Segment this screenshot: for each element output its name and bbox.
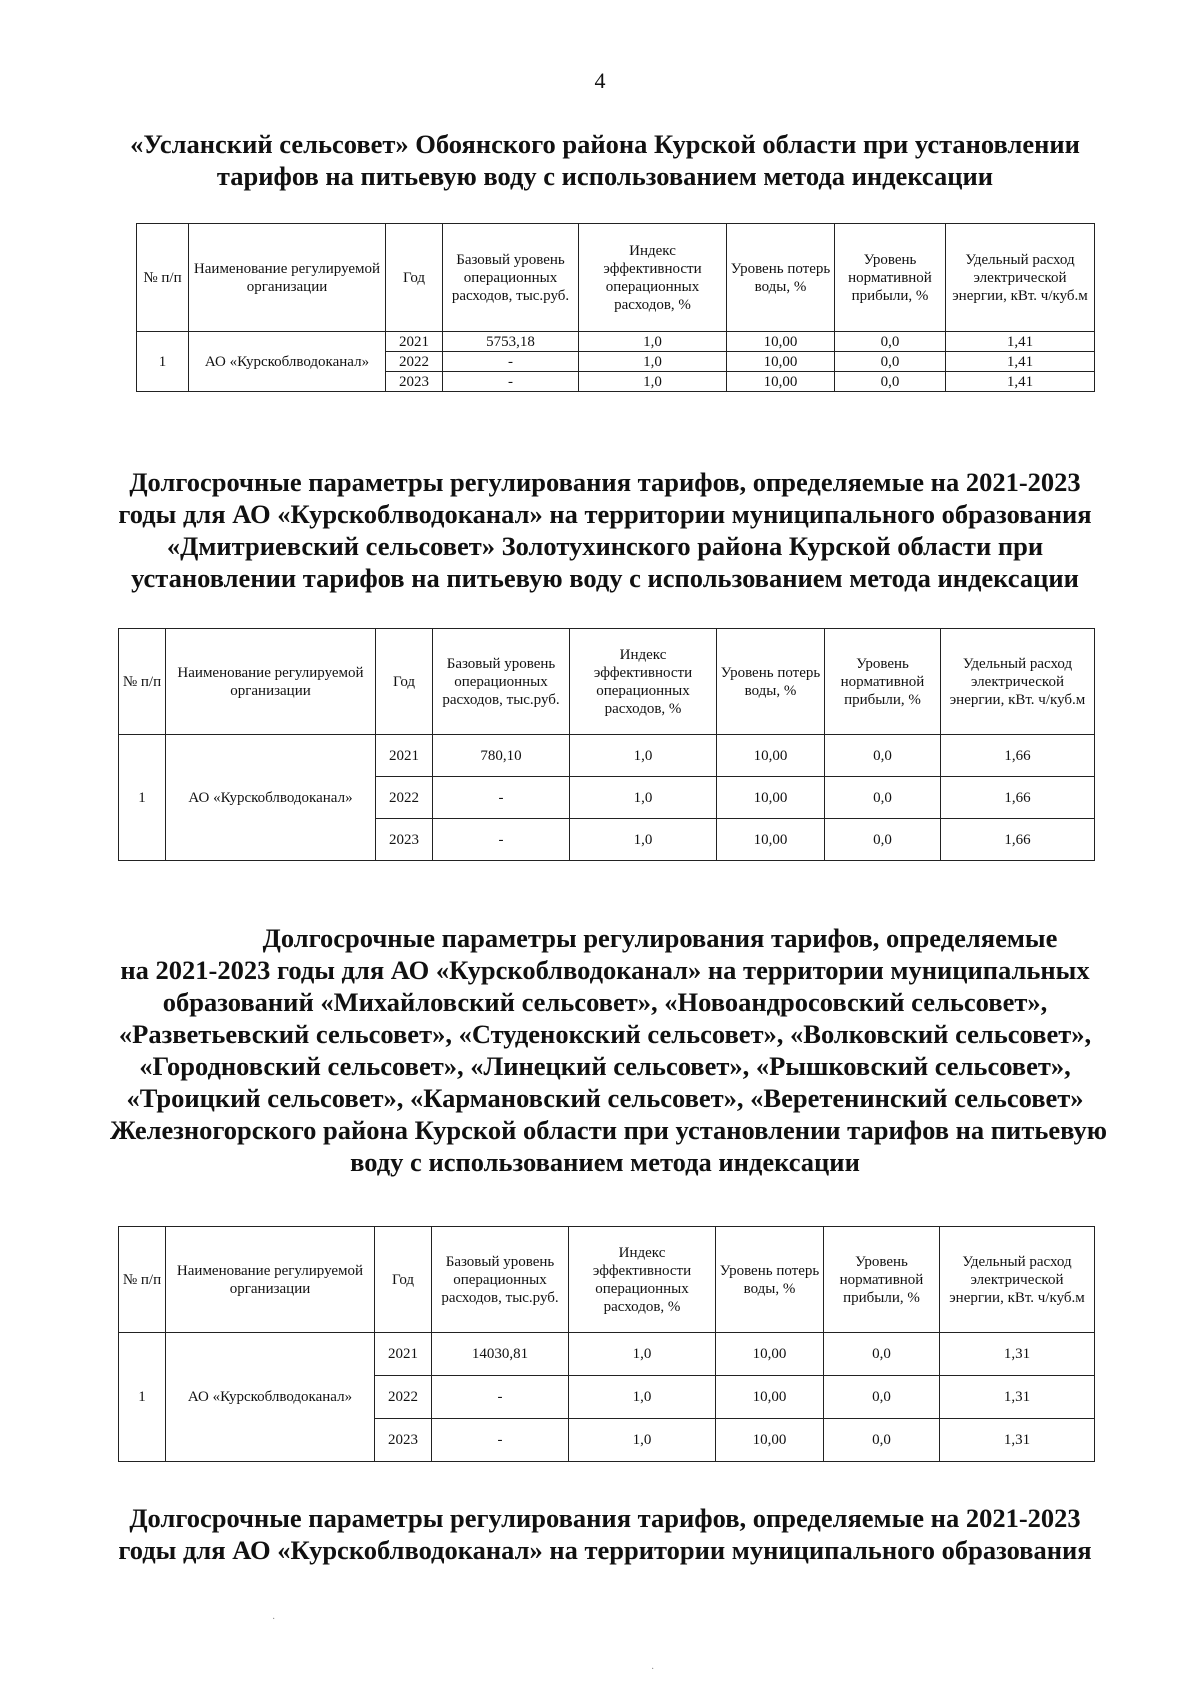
- cell-loss: 10,00: [717, 735, 825, 777]
- col-header-index: Индекс эффективности операционных расходов, %: [569, 1227, 716, 1333]
- heading-line: «Усланский сельсовет» Обоянского района Курской области при установлении: [130, 129, 1080, 159]
- cell-base: 14030,81: [432, 1333, 569, 1376]
- col-header-profit: Уровень нормативной прибыли, %: [825, 629, 941, 735]
- col-header-year: Год: [375, 1227, 432, 1333]
- col-header-energy: Удельный расход электрической энергии, кВт. ч/куб.м: [941, 629, 1095, 735]
- cell-profit: 0,0: [825, 819, 941, 861]
- cell-energy: 1,41: [946, 372, 1095, 392]
- section-heading-uslansky: [110, 128, 1100, 192]
- cell-base: 5753,18: [443, 332, 579, 352]
- heading-line: Долгосрочные параметры регулирования тарифов, определяемые на 2021-2023: [129, 1503, 1081, 1533]
- cell-year: 2022: [375, 1376, 432, 1419]
- cell-energy: 1,31: [940, 1419, 1095, 1462]
- cell-profit: 0,0: [824, 1376, 940, 1419]
- table-row: [137, 332, 1095, 352]
- col-header-energy: Удельный расход электрической энергии, кВт. ч/куб.м: [940, 1227, 1095, 1333]
- cell-base: -: [443, 372, 579, 392]
- cell-year: 2022: [386, 352, 443, 372]
- cell-index: 1,0: [570, 819, 717, 861]
- col-header-org: Наименование регулируемой организации: [189, 224, 386, 332]
- cell-profit: 0,0: [835, 332, 946, 352]
- cell-year: 2023: [375, 1419, 432, 1462]
- cell-energy: 1,41: [946, 332, 1095, 352]
- cell-index: 1,0: [579, 352, 727, 372]
- section-heading-next: [110, 1502, 1100, 1566]
- heading-line: «Разветьевский сельсовет», «Студенокский сельсовет», «Волковский сельсовет»,: [118, 1019, 1092, 1049]
- col-header-base: Базовый уровень операционных расходов, тыс.руб.: [433, 629, 570, 735]
- cell-energy: 1,66: [941, 819, 1095, 861]
- organization-name: АО «Курскоблводоканал»: [166, 1333, 375, 1462]
- col-header-profit: Уровень нормативной прибыли, %: [824, 1227, 940, 1333]
- col-header-year: Год: [376, 629, 433, 735]
- heading-line: Железногорского района Курской области при установлении тарифов на питьевую: [110, 1115, 1108, 1145]
- scan-speck: ·: [651, 1664, 655, 1675]
- cell-index: 1,0: [569, 1376, 716, 1419]
- cell-index: 1,0: [579, 372, 727, 392]
- cell-base: -: [432, 1419, 569, 1462]
- cell-year: 2022: [376, 777, 433, 819]
- cell-base: -: [443, 352, 579, 372]
- row-number: 1: [137, 332, 189, 392]
- cell-loss: 10,00: [717, 777, 825, 819]
- col-header-base: Базовый уровень операционных расходов, тыс.руб.: [432, 1227, 569, 1333]
- col-header-year: Год: [386, 224, 443, 332]
- col-header-num: № п/п: [137, 224, 189, 332]
- heading-line: «Городновский сельсовет», «Линецкий сельсовет», «Рышковский сельсовет»,: [139, 1051, 1071, 1081]
- table-header-row: [119, 629, 1095, 735]
- cell-loss: 10,00: [717, 819, 825, 861]
- organization-name: АО «Курскоблводоканал»: [166, 735, 376, 861]
- cell-year: 2021: [376, 735, 433, 777]
- table-header-row: [137, 224, 1095, 332]
- heading-line: годы для АО «Курскоблводоканал» на территории муниципального образования: [118, 1535, 1092, 1565]
- cell-loss: 10,00: [716, 1419, 824, 1462]
- cell-loss: 10,00: [727, 332, 835, 352]
- col-header-org: Наименование регулируемой организации: [166, 1227, 375, 1333]
- cell-loss: 10,00: [727, 352, 835, 372]
- cell-index: 1,0: [569, 1419, 716, 1462]
- col-header-num: № п/п: [119, 1227, 166, 1333]
- cell-year: 2023: [386, 372, 443, 392]
- cell-base: -: [433, 777, 570, 819]
- row-number: 1: [119, 1333, 166, 1462]
- table-row: [119, 735, 1095, 777]
- cell-base: -: [432, 1376, 569, 1419]
- heading-line: «Троицкий сельсовет», «Кармановский сельсовет», «Веретенинский сельсовет»: [126, 1083, 1084, 1113]
- cell-index: 1,0: [570, 735, 717, 777]
- heading-line: образований «Михайловский сельсовет», «Новоандросовский сельсовет»,: [162, 987, 1048, 1017]
- tariff-table-dmitrievsky: [118, 628, 1095, 861]
- cell-profit: 0,0: [824, 1419, 940, 1462]
- col-header-base: Базовый уровень операционных расходов, тыс.руб.: [443, 224, 579, 332]
- heading-line: годы для АО «Курскоблводоканал» на территории муниципального образования: [118, 499, 1092, 529]
- cell-profit: 0,0: [825, 735, 941, 777]
- section-heading-zheleznogorsk: [110, 922, 1108, 1178]
- section-heading-dmitrievsky: [110, 466, 1100, 594]
- cell-profit: 0,0: [825, 777, 941, 819]
- cell-profit: 0,0: [835, 372, 946, 392]
- cell-index: 1,0: [570, 777, 717, 819]
- cell-energy: 1,66: [941, 735, 1095, 777]
- cell-year: 2023: [376, 819, 433, 861]
- heading-line: Долгосрочные параметры регулирования тарифов, определяемые на 2021-2023: [129, 467, 1081, 497]
- cell-loss: 10,00: [716, 1376, 824, 1419]
- cell-energy: 1,66: [941, 777, 1095, 819]
- col-header-energy: Удельный расход электрической энергии, кВт. ч/куб.м: [946, 224, 1095, 332]
- cell-energy: 1,31: [940, 1376, 1095, 1419]
- heading-line: на 2021-2023 годы для АО «Курскоблводоканал» на территории муниципальных: [120, 955, 1090, 985]
- col-header-index: Индекс эффективности операционных расходов, %: [579, 224, 727, 332]
- cell-year: 2021: [375, 1333, 432, 1376]
- cell-index: 1,0: [579, 332, 727, 352]
- cell-loss: 10,00: [716, 1333, 824, 1376]
- row-number: 1: [119, 735, 166, 861]
- table-header-row: [119, 1227, 1095, 1333]
- cell-base: -: [433, 819, 570, 861]
- cell-base: 780,10: [433, 735, 570, 777]
- scan-speck: ·: [272, 1614, 276, 1625]
- heading-line: тарифов на питьевую воду с использованием метода индексации: [216, 161, 994, 191]
- page-number: 4: [594, 68, 606, 93]
- col-header-index: Индекс эффективности операционных расходов, %: [570, 629, 717, 735]
- col-header-loss: Уровень потерь воды, %: [727, 224, 835, 332]
- cell-energy: 1,31: [940, 1333, 1095, 1376]
- heading-line: Долгосрочные параметры регулирования тарифов, определяемые: [262, 923, 1058, 953]
- cell-profit: 0,0: [824, 1333, 940, 1376]
- cell-year: 2021: [386, 332, 443, 352]
- heading-line: воду с использованием метода индексации: [350, 1147, 860, 1177]
- tariff-table-zheleznogorsk: [118, 1226, 1095, 1462]
- col-header-loss: Уровень потерь воды, %: [717, 629, 825, 735]
- heading-line: установлении тарифов на питьевую воду с использованием метода индексации: [131, 563, 1079, 593]
- cell-index: 1,0: [569, 1333, 716, 1376]
- tariff-table-uslansky: [136, 223, 1095, 392]
- col-header-loss: Уровень потерь воды, %: [716, 1227, 824, 1333]
- col-header-num: № п/п: [119, 629, 166, 735]
- cell-profit: 0,0: [835, 352, 946, 372]
- heading-line: «Дмитриевский сельсовет» Золотухинского района Курской области при: [166, 531, 1044, 561]
- organization-name: АО «Курскоблводоканал»: [189, 332, 386, 392]
- col-header-profit: Уровень нормативной прибыли, %: [835, 224, 946, 332]
- cell-energy: 1,41: [946, 352, 1095, 372]
- table-row: [119, 1333, 1095, 1376]
- col-header-org: Наименование регулируемой организации: [166, 629, 376, 735]
- cell-loss: 10,00: [727, 372, 835, 392]
